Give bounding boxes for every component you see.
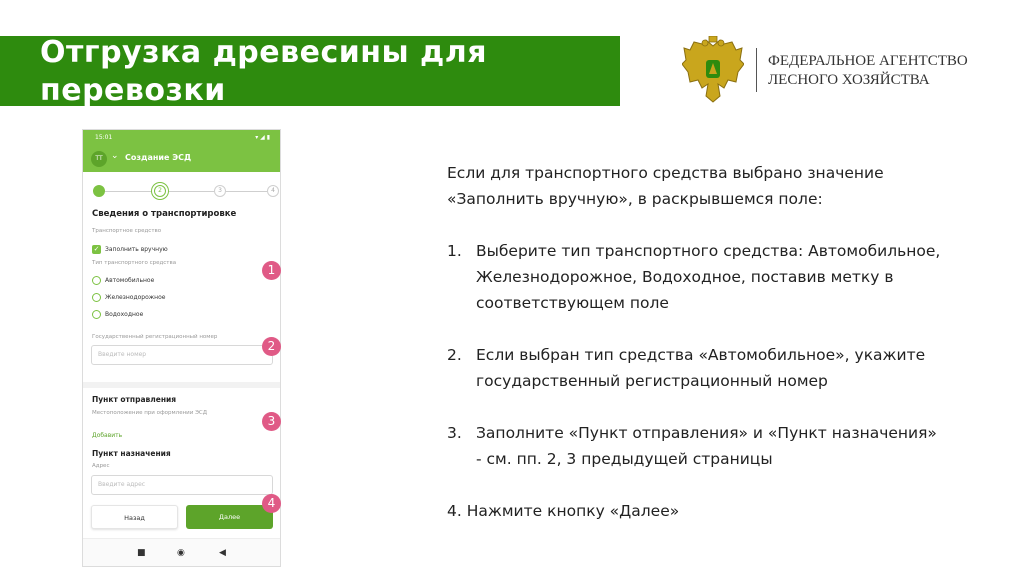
step-connector xyxy=(226,191,267,192)
logo-divider xyxy=(756,48,757,92)
back-icon[interactable]: ◀ xyxy=(219,548,226,558)
vehicle-type-label: Тип транспортного средства xyxy=(92,260,177,266)
callout-badge-1: 1 xyxy=(262,261,281,280)
callout-badge-3: 3 xyxy=(262,412,281,431)
radio-railway-label: Железнодорожное xyxy=(105,294,166,301)
instruction-text: Если выбран тип средства «Автомобильное», укажите государственный регистрационный номер xyxy=(476,346,926,390)
radio-automobile[interactable] xyxy=(92,276,101,285)
agency-name-line-1: ФЕДЕРАЛЬНОЕ АГЕНТСТВО xyxy=(768,53,968,69)
step-4[interactable]: 4 xyxy=(267,185,279,197)
avatar[interactable]: ТТ xyxy=(91,151,107,167)
stepper xyxy=(93,185,273,197)
reg-number-label: Государственный регистрационный номер xyxy=(92,334,218,340)
double-headed-eagle-emblem-icon xyxy=(682,36,744,106)
instructions xyxy=(447,160,947,524)
callout-badge-4: 4 xyxy=(262,494,281,513)
instruction-text: Выберите тип транспортного средства: Автомобильное, Железнодорожное, Водоходное, поставив метку в соответствующем поле xyxy=(476,242,941,312)
departure-hint: Местоположение при оформлении ЭСД xyxy=(92,410,208,416)
instructions-final: 4. Нажмите кнопку «Далее» xyxy=(447,502,680,520)
instruction-number: 2. xyxy=(447,346,462,364)
android-nav-bar xyxy=(83,538,281,567)
status-time: 15:01 xyxy=(95,134,113,141)
address-input[interactable]: Введите адрес xyxy=(91,475,273,495)
app-bar xyxy=(83,146,281,172)
manual-checkbox-label: Заполнить вручную xyxy=(105,246,168,253)
instruction-number: 1. xyxy=(447,242,462,260)
app-bar-title: Создание ЭСД xyxy=(125,153,192,162)
instructions-intro: Если для транспортного средства выбрано значение «Заполнить вручную», в раскрывшемся поле: xyxy=(447,164,884,208)
radio-automobile-label: Автомобильное xyxy=(105,277,155,284)
status-icons: ▾ ◢ ▮ xyxy=(255,134,270,141)
status-bar xyxy=(83,130,281,146)
instruction-item xyxy=(447,342,947,394)
section-title: Сведения о транспортировке xyxy=(92,209,237,219)
agency-name-line-2: ЛЕСНОГО ХОЗЯЙСТВА xyxy=(768,72,930,88)
agency-name xyxy=(768,52,968,90)
next-button[interactable]: Далее xyxy=(186,505,273,529)
radio-water-label: Водоходное xyxy=(105,311,144,318)
slide-title: Отгрузка древесины для перевозки xyxy=(40,35,488,108)
section-divider xyxy=(83,382,281,388)
reg-number-input[interactable]: Введите номер xyxy=(91,345,273,365)
callout-badge-2: 2 xyxy=(262,337,281,356)
radio-water[interactable] xyxy=(92,310,101,319)
chevron-down-icon[interactable]: ⌄ xyxy=(111,151,119,161)
phone-screenshot xyxy=(82,129,281,567)
departure-title: Пункт отправления xyxy=(92,395,177,404)
radio-railway[interactable] xyxy=(92,293,101,302)
back-button[interactable]: Назад xyxy=(91,505,178,529)
instruction-number: 3. xyxy=(447,424,462,442)
instruction-item xyxy=(447,420,947,472)
step-3[interactable]: 3 xyxy=(214,185,226,197)
step-connector xyxy=(105,191,154,192)
add-link[interactable]: Добавить xyxy=(92,432,123,439)
address-label: Адрес xyxy=(92,463,110,469)
step-1[interactable] xyxy=(93,185,105,197)
destination-title: Пункт назначения xyxy=(92,449,171,458)
step-2[interactable]: 2 xyxy=(154,185,166,197)
instruction-item xyxy=(447,238,947,316)
vehicle-label: Транспортное средство xyxy=(92,228,162,234)
step-connector xyxy=(166,191,214,192)
home-icon[interactable]: ◉ xyxy=(177,548,185,558)
agency-logo xyxy=(682,36,1002,106)
manual-checkbox[interactable]: ✓ xyxy=(93,245,100,253)
instruction-text: Заполните «Пункт отправления» и «Пункт назначения» - см. пп. 2, 3 предыдущей страницы xyxy=(476,424,937,468)
recent-apps-icon[interactable]: ■ xyxy=(137,548,146,558)
